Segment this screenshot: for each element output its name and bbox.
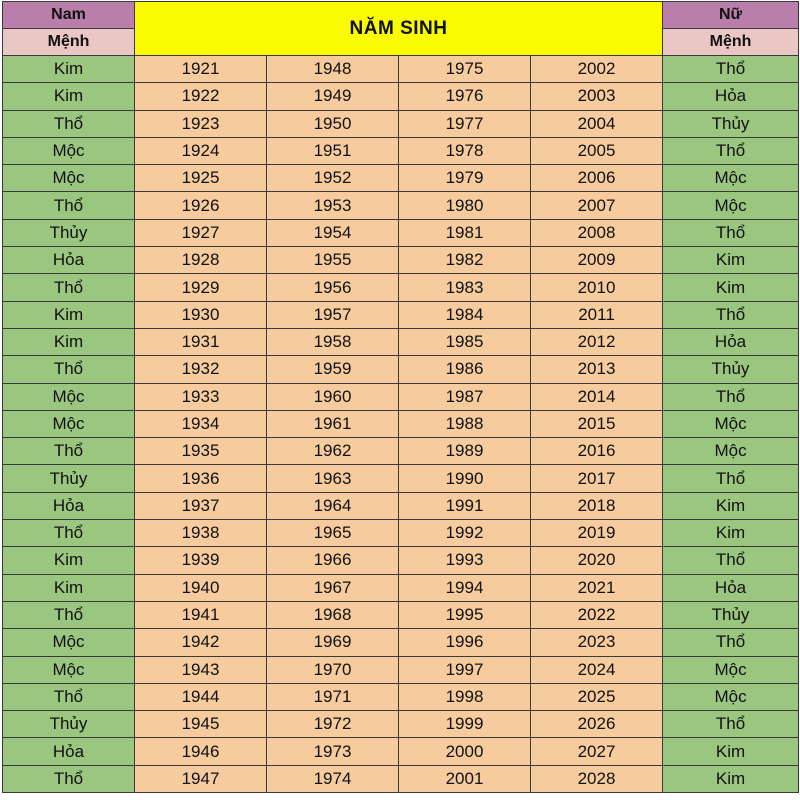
menh-nam-cell: Kim	[3, 328, 135, 355]
table-row	[3, 274, 799, 301]
year-cell: 1957	[267, 301, 399, 328]
year-cell: 1991	[399, 492, 531, 519]
menh-nam-cell: Thổ	[3, 274, 135, 301]
menh-table-container	[2, 1, 798, 799]
header-row-gender	[3, 2, 799, 29]
year-cell: 1981	[399, 219, 531, 246]
menh-nam-cell: Hỏa	[3, 247, 135, 274]
menh-nam-cell: Mộc	[3, 656, 135, 683]
year-cell: 1973	[267, 738, 399, 765]
year-cell: 1968	[267, 601, 399, 628]
menh-nam-cell: Thổ	[3, 765, 135, 792]
menh-nam-cell: Mộc	[3, 629, 135, 656]
table-row	[3, 520, 799, 547]
year-cell: 1998	[399, 683, 531, 710]
year-cell: 2026	[531, 711, 663, 738]
year-cell: 1984	[399, 301, 531, 328]
table-row	[3, 219, 799, 246]
menh-nam-cell: Kim	[3, 574, 135, 601]
year-cell: 1932	[135, 356, 267, 383]
menh-nam-cell: Thổ	[3, 601, 135, 628]
year-cell: 1936	[135, 465, 267, 492]
menh-nam-cell: Mộc	[3, 165, 135, 192]
menh-nam-cell: Thủy	[3, 465, 135, 492]
table-row	[3, 301, 799, 328]
year-cell: 1928	[135, 247, 267, 274]
year-cell: 2016	[531, 438, 663, 465]
year-cell: 1970	[267, 656, 399, 683]
table-row	[3, 683, 799, 710]
menh-nam-cell: Kim	[3, 547, 135, 574]
table-row	[3, 410, 799, 437]
menh-nam-cell: Mộc	[3, 137, 135, 164]
year-cell: 1972	[267, 711, 399, 738]
menh-nu-cell: Kim	[663, 520, 799, 547]
year-cell: 1976	[399, 83, 531, 110]
year-cell: 1975	[399, 56, 531, 83]
year-cell: 2024	[531, 656, 663, 683]
year-cell: 1987	[399, 383, 531, 410]
year-cell: 2015	[531, 410, 663, 437]
year-cell: 2008	[531, 219, 663, 246]
year-cell: 2006	[531, 165, 663, 192]
year-cell: 1942	[135, 629, 267, 656]
menh-nam-cell: Thổ	[3, 192, 135, 219]
year-cell: 1997	[399, 656, 531, 683]
year-cell: 2027	[531, 738, 663, 765]
menh-nu-cell: Thổ	[663, 465, 799, 492]
year-cell: 1965	[267, 520, 399, 547]
menh-nu-cell: Kim	[663, 492, 799, 519]
menh-nam-cell: Thổ	[3, 683, 135, 710]
table-row	[3, 56, 799, 83]
menh-nu-cell: Kim	[663, 274, 799, 301]
year-cell: 1947	[135, 765, 267, 792]
year-cell: 2004	[531, 110, 663, 137]
year-cell: 1927	[135, 219, 267, 246]
header-nam-sinh-title: NĂM SINH	[135, 2, 663, 56]
year-cell: 1969	[267, 629, 399, 656]
table-row	[3, 165, 799, 192]
table-row	[3, 328, 799, 355]
year-cell: 1958	[267, 328, 399, 355]
menh-nu-cell: Thổ	[663, 547, 799, 574]
table-row	[3, 465, 799, 492]
year-cell: 2012	[531, 328, 663, 355]
table-row	[3, 629, 799, 656]
year-cell: 1979	[399, 165, 531, 192]
menh-nu-cell: Mộc	[663, 192, 799, 219]
year-cell: 2020	[531, 547, 663, 574]
year-cell: 1994	[399, 574, 531, 601]
menh-nu-cell: Thủy	[663, 601, 799, 628]
year-cell: 1992	[399, 520, 531, 547]
year-cell: 1944	[135, 683, 267, 710]
year-cell: 1993	[399, 547, 531, 574]
year-cell: 1985	[399, 328, 531, 355]
table-row	[3, 738, 799, 765]
menh-nu-cell: Mộc	[663, 438, 799, 465]
menh-nu-cell: Thổ	[663, 219, 799, 246]
year-cell: 1950	[267, 110, 399, 137]
table-row	[3, 356, 799, 383]
year-cell: 2013	[531, 356, 663, 383]
year-cell: 1954	[267, 219, 399, 246]
year-cell: 1966	[267, 547, 399, 574]
header-nam: Nam	[3, 2, 135, 29]
year-cell: 2023	[531, 629, 663, 656]
menh-nu-cell: Hỏa	[663, 574, 799, 601]
year-cell: 1999	[399, 711, 531, 738]
menh-nu-cell: Thổ	[663, 629, 799, 656]
year-cell: 1940	[135, 574, 267, 601]
year-cell: 2019	[531, 520, 663, 547]
menh-nu-cell: Mộc	[663, 656, 799, 683]
year-cell: 1989	[399, 438, 531, 465]
table-row	[3, 83, 799, 110]
year-cell: 2000	[399, 738, 531, 765]
year-cell: 1934	[135, 410, 267, 437]
table-row	[3, 547, 799, 574]
year-cell: 1925	[135, 165, 267, 192]
year-cell: 2001	[399, 765, 531, 792]
year-cell: 1960	[267, 383, 399, 410]
year-cell: 1937	[135, 492, 267, 519]
year-cell: 1935	[135, 438, 267, 465]
menh-nu-cell: Hỏa	[663, 328, 799, 355]
year-cell: 1996	[399, 629, 531, 656]
year-cell: 2014	[531, 383, 663, 410]
table-row	[3, 110, 799, 137]
menh-nu-cell: Mộc	[663, 683, 799, 710]
table-row	[3, 137, 799, 164]
year-cell: 1930	[135, 301, 267, 328]
year-cell: 1983	[399, 274, 531, 301]
year-cell: 2010	[531, 274, 663, 301]
year-cell: 1945	[135, 711, 267, 738]
menh-nam-cell: Thổ	[3, 356, 135, 383]
menh-nu-cell: Kim	[663, 765, 799, 792]
year-cell: 1962	[267, 438, 399, 465]
menh-nam-cell: Thổ	[3, 110, 135, 137]
year-cell: 2005	[531, 137, 663, 164]
year-cell: 2022	[531, 601, 663, 628]
year-cell: 1974	[267, 765, 399, 792]
year-cell: 2028	[531, 765, 663, 792]
year-cell: 1961	[267, 410, 399, 437]
table-row	[3, 247, 799, 274]
year-cell: 1922	[135, 83, 267, 110]
menh-nu-cell: Mộc	[663, 165, 799, 192]
header-menh-nam: Mệnh	[3, 29, 135, 56]
menh-nu-cell: Thủy	[663, 356, 799, 383]
table-row	[3, 765, 799, 792]
menh-nu-cell: Thổ	[663, 711, 799, 738]
year-cell: 1959	[267, 356, 399, 383]
menh-nam-cell: Kim	[3, 83, 135, 110]
year-cell: 1971	[267, 683, 399, 710]
year-cell: 1988	[399, 410, 531, 437]
menh-nu-cell: Thủy	[663, 110, 799, 137]
year-cell: 1948	[267, 56, 399, 83]
menh-nu-cell: Mộc	[663, 410, 799, 437]
table-row	[3, 656, 799, 683]
year-cell: 1963	[267, 465, 399, 492]
year-cell: 2018	[531, 492, 663, 519]
year-cell: 1978	[399, 137, 531, 164]
year-cell: 1986	[399, 356, 531, 383]
year-cell: 2021	[531, 574, 663, 601]
menh-nu-cell: Kim	[663, 738, 799, 765]
year-cell: 1955	[267, 247, 399, 274]
year-cell: 1995	[399, 601, 531, 628]
year-cell: 2002	[531, 56, 663, 83]
menh-nam-cell: Thổ	[3, 438, 135, 465]
menh-nam-cell: Thủy	[3, 711, 135, 738]
menh-nu-cell: Kim	[663, 247, 799, 274]
year-cell: 1946	[135, 738, 267, 765]
year-cell: 1949	[267, 83, 399, 110]
year-cell: 2025	[531, 683, 663, 710]
year-cell: 1964	[267, 492, 399, 519]
menh-nam-cell: Hỏa	[3, 738, 135, 765]
header-nu: Nữ	[663, 2, 799, 29]
table-row	[3, 601, 799, 628]
menh-nam-cell: Thổ	[3, 520, 135, 547]
year-cell: 1926	[135, 192, 267, 219]
year-cell: 1953	[267, 192, 399, 219]
menh-nu-cell: Thổ	[663, 383, 799, 410]
year-cell: 1952	[267, 165, 399, 192]
year-cell: 1941	[135, 601, 267, 628]
year-cell: 1929	[135, 274, 267, 301]
year-cell: 1967	[267, 574, 399, 601]
menh-nam-cell: Mộc	[3, 410, 135, 437]
year-cell: 1933	[135, 383, 267, 410]
year-cell: 1990	[399, 465, 531, 492]
year-cell: 1921	[135, 56, 267, 83]
table-row	[3, 383, 799, 410]
table-row	[3, 574, 799, 601]
year-cell: 1923	[135, 110, 267, 137]
year-cell: 2009	[531, 247, 663, 274]
year-cell: 2017	[531, 465, 663, 492]
table-row	[3, 192, 799, 219]
year-cell: 1924	[135, 137, 267, 164]
menh-nam-sinh-table	[2, 1, 799, 793]
menh-nu-cell: Hỏa	[663, 83, 799, 110]
menh-nam-cell: Kim	[3, 56, 135, 83]
year-cell: 1980	[399, 192, 531, 219]
year-cell: 1982	[399, 247, 531, 274]
year-cell: 2007	[531, 192, 663, 219]
header-menh-nu: Mệnh	[663, 29, 799, 56]
year-cell: 1938	[135, 520, 267, 547]
menh-nu-cell: Thổ	[663, 301, 799, 328]
table-row	[3, 492, 799, 519]
year-cell: 1956	[267, 274, 399, 301]
year-cell: 1939	[135, 547, 267, 574]
year-cell: 1943	[135, 656, 267, 683]
menh-nam-cell: Mộc	[3, 383, 135, 410]
year-cell: 2003	[531, 83, 663, 110]
year-cell: 2011	[531, 301, 663, 328]
menh-nam-cell: Kim	[3, 301, 135, 328]
menh-nam-cell: Thủy	[3, 219, 135, 246]
table-row	[3, 711, 799, 738]
menh-nu-cell: Thổ	[663, 56, 799, 83]
year-cell: 1931	[135, 328, 267, 355]
menh-nu-cell: Thổ	[663, 137, 799, 164]
year-cell: 1977	[399, 110, 531, 137]
menh-nam-cell: Hỏa	[3, 492, 135, 519]
table-row	[3, 438, 799, 465]
year-cell: 1951	[267, 137, 399, 164]
